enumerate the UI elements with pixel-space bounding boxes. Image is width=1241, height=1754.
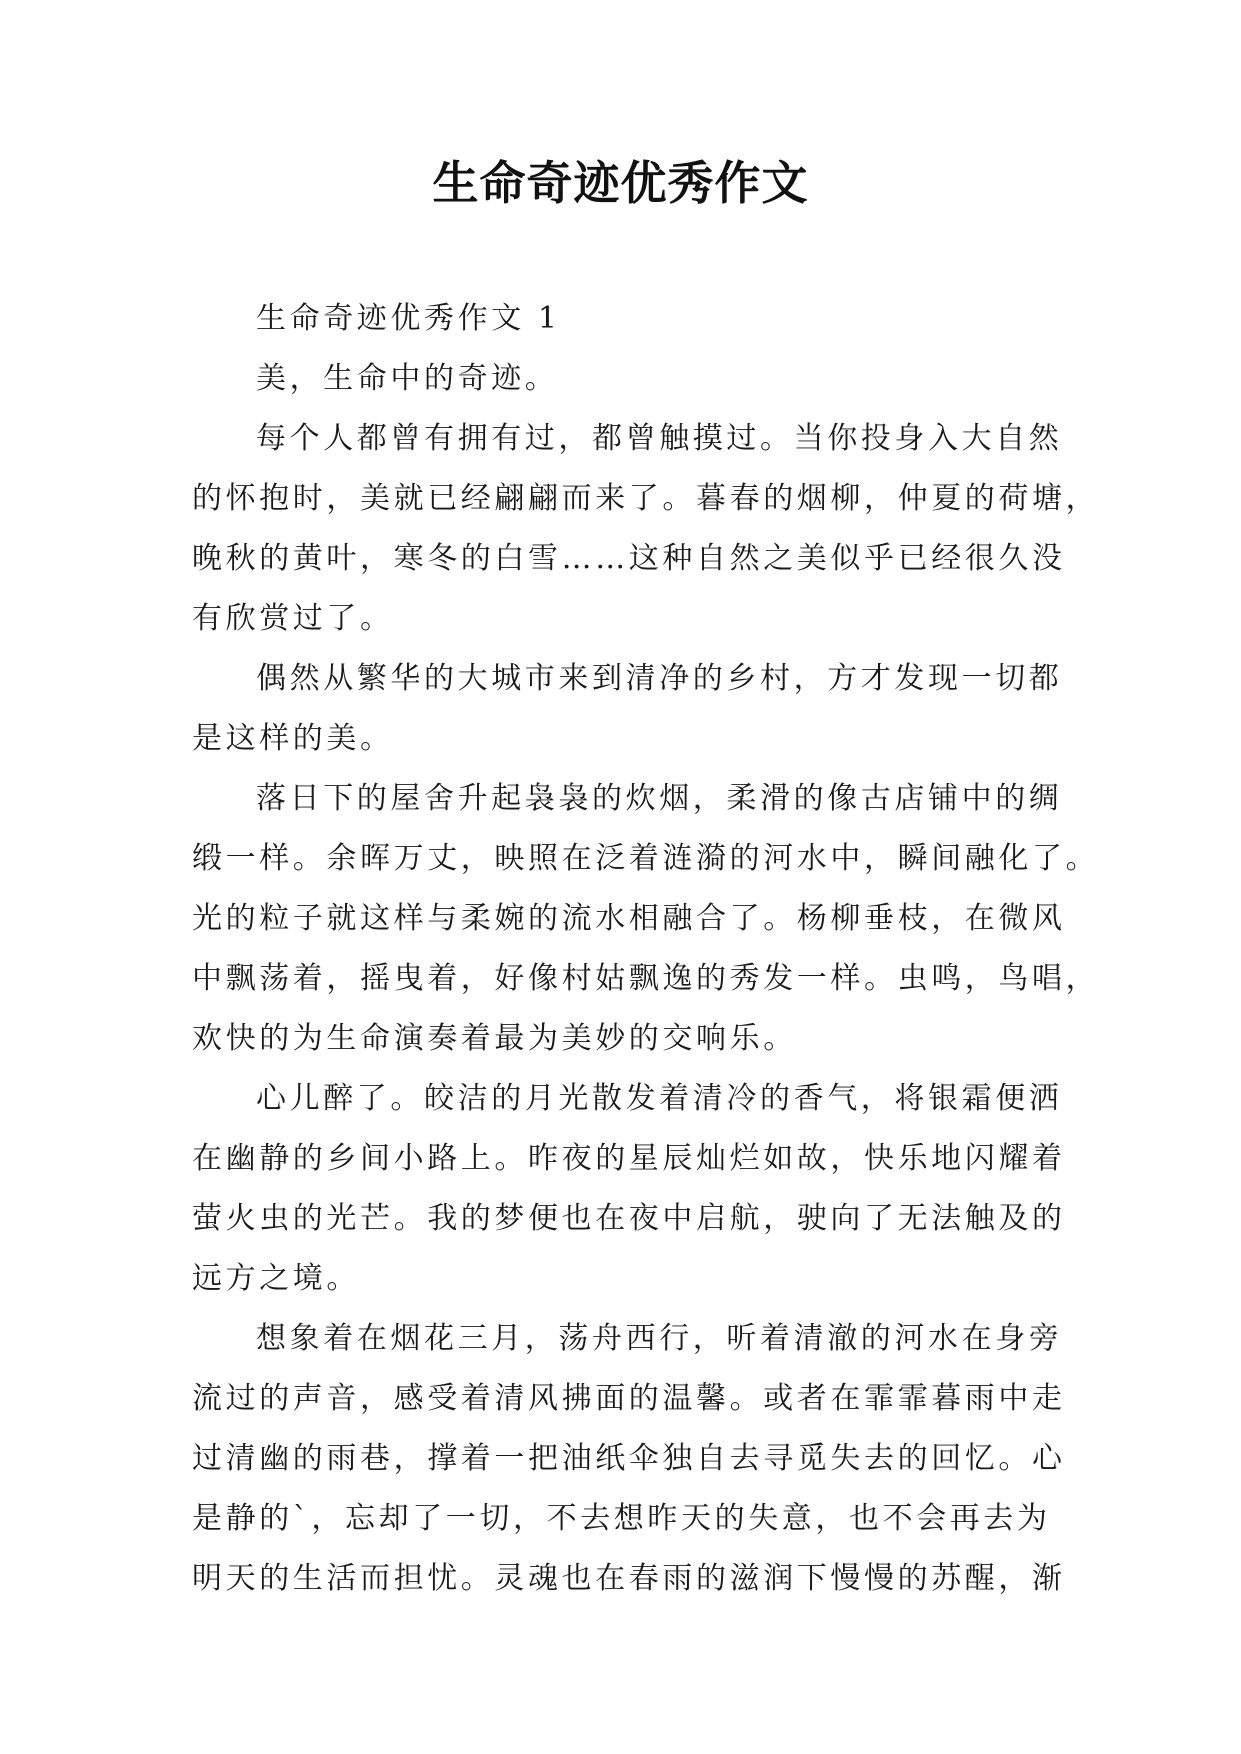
- paragraph-line: 偶然从繁华的大城市来到清净的乡村，方才发现一切都: [256, 661, 1063, 696]
- paragraph-4: [192, 649, 1063, 769]
- paragraph-line: 中飘荡着，摇曳着，好像村姑飘逸的秀发一样。虫鸣，鸟唱，: [192, 961, 1100, 996]
- paragraph-1: [192, 289, 1058, 349]
- paragraph-line: 流过的声音，感受着清风拂面的温馨。或者在霏霏暮雨中走: [192, 1381, 1066, 1416]
- paragraph-line: 欢快的为生命演奏着最为美妙的交响乐。: [192, 1021, 797, 1056]
- paragraph-line: 萤火虫的光芒。我的梦便也在夜中启航，驶向了无法触及的: [192, 1201, 1066, 1236]
- document-body: [192, 289, 1100, 1609]
- paragraph-line: 想象着在烟花三月，荡舟西行，听着清澈的河水在身旁: [256, 1321, 1063, 1356]
- paragraph-line: 有欣赏过了。: [192, 601, 394, 636]
- paragraph-line: 缎一样。余晖万丈，映照在泛着涟漪的河水中，瞬间融化了。: [192, 841, 1100, 876]
- paragraph-line: 落日下的屋舍升起袅袅的炊烟，柔滑的像古店铺中的绸: [256, 781, 1063, 816]
- paragraph-line: 的怀抱时，美就已经翩翩而来了。暮春的烟柳，仲夏的荷塘，: [192, 481, 1100, 516]
- paragraph-line: 美，生命中的奇迹。: [256, 361, 559, 396]
- paragraph-line: 每个人都曾有拥有过，都曾触摸过。当你投身入大自然: [256, 421, 1063, 456]
- paragraph-line: 晚秋的黄叶，寒冬的白雪……这种自然之美似乎已经很久没: [192, 541, 1066, 576]
- paragraph-line: 明天的生活而担忧。灵魂也在春雨的滋润下慢慢的苏醒，渐: [192, 1561, 1066, 1596]
- paragraph-2: [192, 349, 1058, 409]
- paragraph-line: 光的粒子就这样与柔婉的流水相融合了。杨柳垂枝，在微风: [192, 901, 1066, 936]
- paragraph-line: 生命奇迹优秀作文 1: [256, 301, 561, 336]
- paragraph-line: 心儿醉了。皎洁的月光散发着清冷的香气，将银霜便洒: [256, 1081, 1063, 1116]
- paragraph-line: 在幽静的乡间小路上。昨夜的星辰灿烂如故，快乐地闪耀着: [192, 1141, 1066, 1176]
- paragraph-line: 是这样的美。: [192, 721, 394, 756]
- paragraph-line: 远方之境。: [192, 1261, 360, 1296]
- paragraph-line: 是静的`，忘却了一切，不去想昨天的失意，也不会再去为: [192, 1501, 1051, 1536]
- paragraph-3: [192, 409, 1100, 649]
- paragraph-line: 过清幽的雨巷，撑着一把油纸伞独自去寻觅失去的回忆。心: [192, 1441, 1066, 1476]
- paragraph-6: [192, 1069, 1066, 1309]
- paragraph-5: [192, 769, 1100, 1069]
- paragraph-7: [192, 1309, 1066, 1609]
- document-title: 生命奇迹优秀作文: [432, 156, 809, 210]
